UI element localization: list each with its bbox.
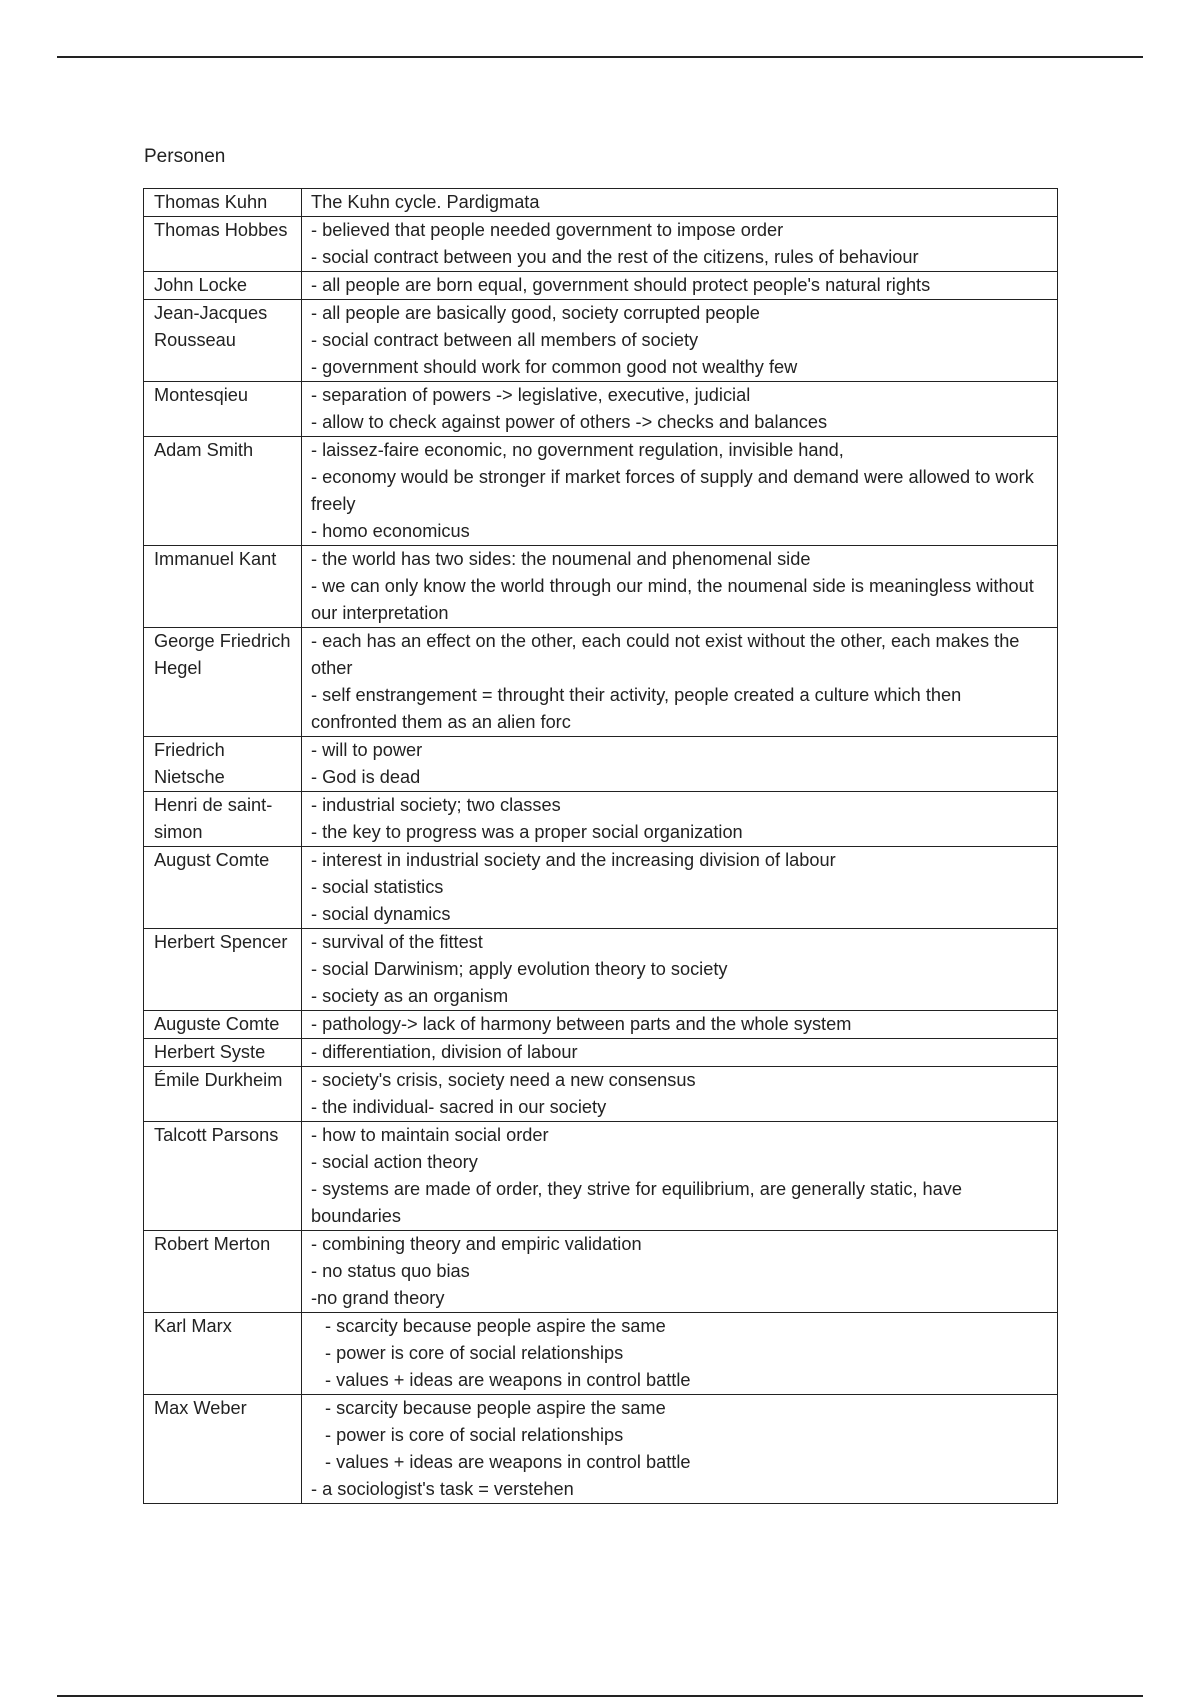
description-line: - survival of the fittest [311,932,483,952]
person-name-cell [144,1011,302,1039]
person-name-cell [144,300,302,382]
person-name-cell [144,792,302,847]
description-line: - society's crisis, society need a new consensus [311,1070,696,1090]
table-row [144,1067,1058,1122]
person-description-cell [302,847,1058,929]
person-name-cell [144,272,302,300]
description-line: - values + ideas are weapons in control battle [325,1370,691,1390]
person-description-cell [302,1067,1058,1122]
description-line: - how to maintain social order [311,1125,549,1145]
description-line: - the world has two sides: the noumenal and phenomenal side [311,549,811,569]
person-name-cell [144,847,302,929]
table-row [144,628,1058,737]
table-row [144,929,1058,1011]
description-line: - differentiation, division of labour [311,1042,578,1062]
person-description-cell [302,1231,1058,1313]
description-line: - government should work for common good not wealthy few [311,357,798,377]
person-name-cell [144,628,302,737]
table-row [144,1231,1058,1313]
table-row [144,792,1058,847]
person-description-cell [302,792,1058,847]
description-line: - all people are born equal, government should protect people's natural rights [311,275,931,295]
page-title: Personen [144,146,226,167]
person-description-cell [302,1039,1058,1067]
person-description-cell [302,437,1058,546]
header-rule [57,56,1143,58]
description-line: - the individual- sacred in our society [311,1097,607,1117]
description-line: - we can only know the world through our mind, the noumenal side is meaningless without our interpretation [311,576,1034,623]
person-description-cell [302,382,1058,437]
description-line: - laissez-faire economic, no government regulation, invisible hand, [311,440,844,460]
description-line: - scarcity because people aspire the same [325,1398,666,1418]
person-description-cell [302,217,1058,272]
person-name: Immanuel Kant [154,549,277,569]
person-name: Montesqieu [154,385,249,405]
description-line: - society as an organism [311,986,509,1006]
description-line: - will to power [311,740,423,760]
person-description-cell [302,1122,1058,1231]
table-row [144,737,1058,792]
person-name-cell [144,189,302,217]
description-line: - power is core of social relationships [325,1425,624,1445]
person-description-cell [302,189,1058,217]
description-line: - a sociologist's task = verstehen [311,1479,574,1499]
description-line: - pathology-> lack of harmony between parts and the whole system [311,1014,852,1034]
person-name: Robert Merton [154,1234,271,1254]
person-name-cell [144,1122,302,1231]
person-description-cell [302,272,1058,300]
table-row [144,189,1058,217]
description-line: - interest in industrial society and the increasing division of labour [311,850,836,870]
description-line: - power is core of social relationships [325,1343,624,1363]
person-name: Max Weber [154,1398,247,1418]
person-name-cell [144,1039,302,1067]
description-line: - social action theory [311,1152,478,1172]
description-line: - values + ideas are weapons in control battle [325,1452,691,1472]
description-line: - systems are made of order, they strive for equilibrium, are generally static, have boundaries [311,1179,962,1226]
person-name: Thomas Kuhn [154,192,268,212]
table-row [144,1011,1058,1039]
person-name: August Comte [154,850,270,870]
person-name-cell [144,1395,302,1504]
description-line: - self enstrangement = throught their activity, people created a culture which then confronted them as an alien forc [311,685,962,732]
table-row [144,847,1058,929]
person-description-cell [302,737,1058,792]
description-line: - allow to check against power of others -> checks and balances [311,412,828,432]
person-name-cell [144,737,302,792]
description-line: - economy would be stronger if market forces of supply and demand were allowed to work freely [311,467,1034,514]
person-name-cell [144,1313,302,1395]
description-line: - scarcity because people aspire the same [325,1316,666,1336]
table-row [144,1395,1058,1504]
description-line: -no grand theory [311,1288,445,1308]
description-line: - each has an effect on the other, each could not exist without the other, each makes the other [311,631,1020,678]
person-name-cell [144,546,302,628]
persons-table [143,188,1058,1504]
description-line: - the key to progress was a proper social organization [311,822,743,842]
person-name: Émile Durkheim [154,1070,283,1090]
table-row [144,382,1058,437]
footer-rule [57,1695,1143,1697]
person-name: Herbert Syste [154,1042,266,1062]
description-line: - social contract between all members of society [311,330,699,350]
table-row [144,217,1058,272]
description-line: - homo economicus [311,521,470,541]
persons-table-body [144,189,1058,1504]
person-description-cell [302,1011,1058,1039]
person-name-cell [144,1231,302,1313]
person-name: Friedrich Nietsche [154,740,225,787]
person-description-cell [302,628,1058,737]
person-name: Thomas Hobbes [154,220,288,240]
person-name: Jean-Jacques Rousseau [154,303,268,350]
person-name-cell [144,382,302,437]
person-name: Karl Marx [154,1316,232,1336]
person-name: Auguste Comte [154,1014,280,1034]
person-description-cell [302,300,1058,382]
person-name: Herbert Spencer [154,932,288,952]
table-row [144,1122,1058,1231]
person-name-cell [144,929,302,1011]
person-name-cell [144,1067,302,1122]
description-line: - no status quo bias [311,1261,470,1281]
description-line: - social dynamics [311,904,451,924]
person-description-cell [302,929,1058,1011]
person-description-cell [302,546,1058,628]
description-line: - social contract between you and the rest of the citizens, rules of behaviour [311,247,919,267]
table-row [144,437,1058,546]
description-line: - industrial society; two classes [311,795,561,815]
person-name: George Friedrich Hegel [154,631,291,678]
person-name-cell [144,437,302,546]
person-name: Adam Smith [154,440,254,460]
description-line: - social Darwinism; apply evolution theory to society [311,959,728,979]
table-row [144,546,1058,628]
description-line: The Kuhn cycle. Pardigmata [311,192,540,212]
person-name: John Locke [154,275,248,295]
table-row [144,300,1058,382]
description-line: - separation of powers -> legislative, executive, judicial [311,385,751,405]
description-line: - believed that people needed government to impose order [311,220,784,240]
person-name-cell [144,217,302,272]
person-description-cell [302,1395,1058,1504]
table-row [144,272,1058,300]
table-row [144,1039,1058,1067]
description-line: - social statistics [311,877,444,897]
description-line: - all people are basically good, society corrupted people [311,303,760,323]
description-line: - combining theory and empiric validation [311,1234,642,1254]
person-description-cell [302,1313,1058,1395]
table-row [144,1313,1058,1395]
person-name: Henri de saint-simon [154,795,273,842]
description-line: - God is dead [311,767,421,787]
person-name: Talcott Parsons [154,1125,279,1145]
